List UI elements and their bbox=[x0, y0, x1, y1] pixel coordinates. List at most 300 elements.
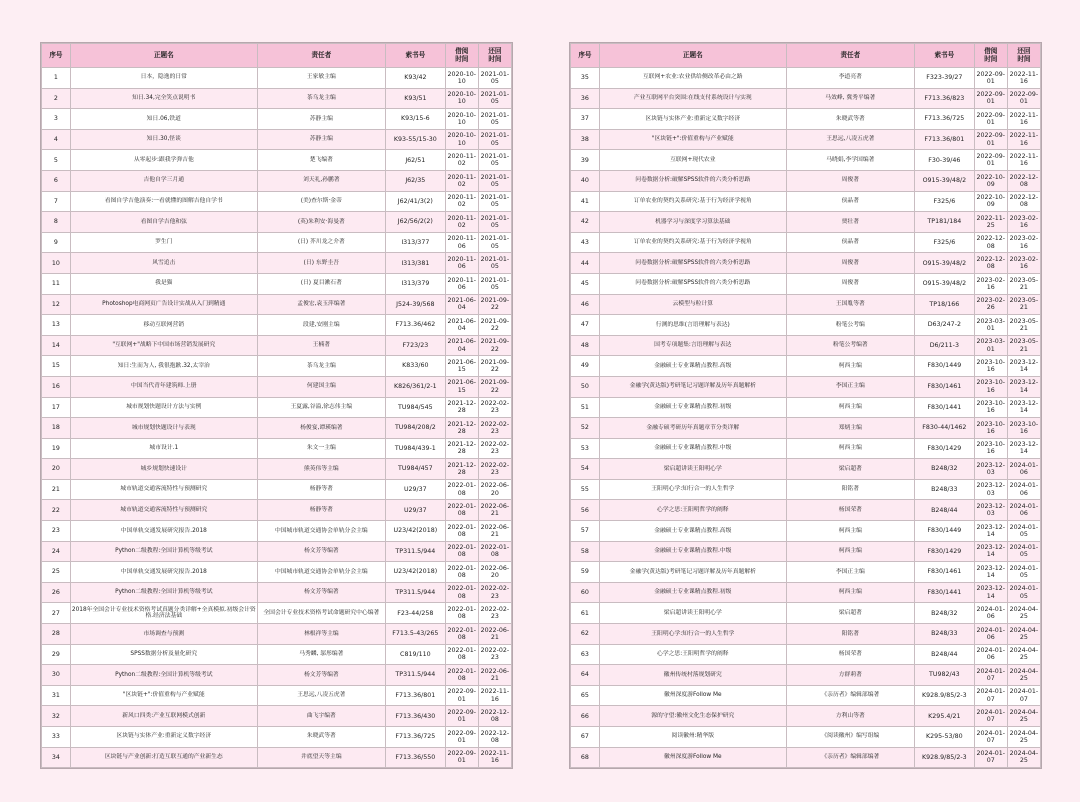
cell-author: 茶乌龙主编 bbox=[257, 356, 385, 377]
cell-author: 柯西主编 bbox=[786, 541, 914, 562]
header-return-date: 还回 时间 bbox=[478, 44, 511, 68]
cell-call-number: K93/51 bbox=[385, 88, 445, 109]
cell-title: 云模型与粒计算 bbox=[599, 294, 786, 315]
cell-call-number: F323-39/27 bbox=[914, 68, 974, 89]
cell-borrow-date: 2023-10-16 bbox=[974, 418, 1007, 439]
cell-call-number: K826/361/2-1 bbox=[385, 376, 445, 397]
cell-author: 杨文芳等编著 bbox=[257, 541, 385, 562]
cell-title: 我是猫 bbox=[70, 273, 257, 294]
cell-return-date: 2021-09-22 bbox=[478, 294, 511, 315]
table-row bbox=[571, 479, 1041, 500]
cell-title: 吉他自学三月通 bbox=[70, 170, 257, 191]
cell-borrow-date: 2020-11-02 bbox=[445, 150, 478, 171]
table-row bbox=[42, 397, 512, 418]
cell-call-number: D63/247-2 bbox=[914, 315, 974, 336]
cell-author: 杨文芳等编著 bbox=[257, 582, 385, 603]
cell-call-number: TP18/166 bbox=[914, 294, 974, 315]
cell-seq: 55 bbox=[571, 479, 600, 500]
cell-author: 阳铭著 bbox=[786, 624, 914, 645]
cell-call-number: K93/42 bbox=[385, 68, 445, 89]
cell-return-date: 2021-01-05 bbox=[478, 212, 511, 233]
cell-title: 互联网+农业:农业供给侧改革必由之路 bbox=[599, 68, 786, 89]
cell-borrow-date: 2022-12-08 bbox=[974, 253, 1007, 274]
cell-author: 《阅读徽州》编写组编 bbox=[786, 727, 914, 748]
cell-title: 徽州深度游Follow Me bbox=[599, 747, 786, 768]
cell-title: 日本，隐逸的日常 bbox=[70, 68, 257, 89]
cell-author: 马效峰, 冀秀平编著 bbox=[786, 88, 914, 109]
table-row bbox=[571, 68, 1041, 89]
cell-author: 柯西主编 bbox=[786, 521, 914, 542]
cell-title: 2018年全国会计专业技术资格考试真题分类详解+全真模拟.初级会计资格.经济法基础 bbox=[70, 603, 257, 624]
cell-call-number: F713.36/725 bbox=[385, 727, 445, 748]
cell-call-number: F713.36/550 bbox=[385, 747, 445, 768]
cell-borrow-date: 2023-12-14 bbox=[974, 562, 1007, 583]
cell-borrow-date: 2024-01-07 bbox=[974, 727, 1007, 748]
cell-call-number: K928.9/85/2-3 bbox=[914, 747, 974, 768]
cell-title: 问卷数据分析:破解SPSS软件的六类分析思路 bbox=[599, 170, 786, 191]
cell-author: 周俊著 bbox=[786, 253, 914, 274]
cell-borrow-date: 2020-11-02 bbox=[445, 212, 478, 233]
table-row bbox=[42, 88, 512, 109]
cell-seq: 33 bbox=[42, 727, 71, 748]
cell-return-date: 2022-11-16 bbox=[478, 747, 511, 768]
table-row bbox=[571, 232, 1041, 253]
cell-title: 金融学(黄达版)考研笔记习题详解及历年真题解析 bbox=[599, 376, 786, 397]
borrow-table-right bbox=[570, 43, 1041, 768]
table-row bbox=[42, 68, 512, 89]
cell-author: 杨国荣著 bbox=[786, 500, 914, 521]
header-return-date: 还回 时间 bbox=[1007, 44, 1040, 68]
cell-seq: 60 bbox=[571, 582, 600, 603]
cell-return-date: 2023-02-16 bbox=[1007, 253, 1040, 274]
cell-borrow-date: 2023-03-01 bbox=[974, 335, 1007, 356]
cell-seq: 3 bbox=[42, 109, 71, 130]
cell-call-number: U29/37 bbox=[385, 479, 445, 500]
cell-return-date: 2024-04-25 bbox=[1007, 706, 1040, 727]
cell-author: 周俊著 bbox=[786, 170, 914, 191]
cell-return-date: 2021-01-05 bbox=[478, 150, 511, 171]
cell-title: 金融硕士专业课精点教程.高级 bbox=[599, 521, 786, 542]
cell-title: 新风口四类:产业互联网模式创新 bbox=[70, 706, 257, 727]
cell-borrow-date: 2023-12-03 bbox=[974, 500, 1007, 521]
cell-seq: 13 bbox=[42, 315, 71, 336]
cell-seq: 5 bbox=[42, 150, 71, 171]
table-row bbox=[42, 541, 512, 562]
cell-seq: 66 bbox=[571, 706, 600, 727]
cell-borrow-date: 2022-11-25 bbox=[974, 212, 1007, 233]
cell-call-number: B248/44 bbox=[914, 644, 974, 665]
cell-author: 王楠著 bbox=[257, 335, 385, 356]
cell-title: 徽州深度游Follow Me bbox=[599, 685, 786, 706]
header-call-number: 索书号 bbox=[385, 44, 445, 68]
cell-seq: 36 bbox=[571, 88, 600, 109]
table-row bbox=[571, 356, 1041, 377]
header-seq: 序号 bbox=[571, 44, 600, 68]
cell-title: 中国单轨交通发展研究报告.2018 bbox=[70, 521, 257, 542]
cell-seq: 52 bbox=[571, 418, 600, 439]
cell-borrow-date: 2020-10-10 bbox=[445, 68, 478, 89]
cell-seq: 51 bbox=[571, 397, 600, 418]
cell-title: 国考专项题集:言语理解与表达 bbox=[599, 335, 786, 356]
cell-title: 知日:生而为人, 我很抱歉.32,太宰治 bbox=[70, 356, 257, 377]
table-row bbox=[42, 129, 512, 150]
cell-title: 中国当代青年建筑师.上册 bbox=[70, 376, 257, 397]
cell-call-number: TP181/184 bbox=[914, 212, 974, 233]
cell-call-number: TU984/208/2 bbox=[385, 418, 445, 439]
cell-call-number: F713.5-43/265 bbox=[385, 624, 445, 645]
cell-call-number: D6/211-3 bbox=[914, 335, 974, 356]
cell-title: 问卷数据分析:破解SPSS软件的六类分析思路 bbox=[599, 273, 786, 294]
cell-seq: 58 bbox=[571, 541, 600, 562]
header-seq: 序号 bbox=[42, 44, 71, 68]
cell-author: 熊英伟等主编 bbox=[257, 459, 385, 480]
cell-call-number: B248/44 bbox=[914, 500, 974, 521]
cell-borrow-date: 2023-12-14 bbox=[974, 521, 1007, 542]
cell-return-date: 2023-12-14 bbox=[1007, 438, 1040, 459]
cell-seq: 39 bbox=[571, 150, 600, 171]
cell-return-date: 2022-11-16 bbox=[1007, 109, 1040, 130]
cell-return-date: 2023-12-14 bbox=[1007, 356, 1040, 377]
cell-author: 何建国主编 bbox=[257, 376, 385, 397]
cell-title: "区块链+":价值重构与产业赋能 bbox=[599, 129, 786, 150]
table-row bbox=[42, 521, 512, 542]
cell-borrow-date: 2021-06-15 bbox=[445, 356, 478, 377]
cell-borrow-date: 2022-09-01 bbox=[974, 150, 1007, 171]
cell-title: 知日.30,怪谈 bbox=[70, 129, 257, 150]
cell-call-number: F830/1429 bbox=[914, 438, 974, 459]
cell-return-date: 2024-04-25 bbox=[1007, 727, 1040, 748]
cell-call-number: K295.4/21 bbox=[914, 706, 974, 727]
cell-seq: 4 bbox=[42, 129, 71, 150]
cell-return-date: 2022-02-23 bbox=[478, 418, 511, 439]
cell-return-date: 2023-12-14 bbox=[1007, 397, 1040, 418]
cell-call-number: TU982/43 bbox=[914, 665, 974, 686]
cell-author: 郑炳主编 bbox=[786, 418, 914, 439]
table-header-row bbox=[571, 44, 1041, 68]
cell-call-number: F713.36/725 bbox=[914, 109, 974, 130]
cell-seq: 38 bbox=[571, 129, 600, 150]
cell-author: 杨国荣著 bbox=[786, 644, 914, 665]
cell-author: 柯西主编 bbox=[786, 438, 914, 459]
cell-title: 产业互联网平台突围:在线支付系统设计与实现 bbox=[599, 88, 786, 109]
cell-seq: 56 bbox=[571, 500, 600, 521]
cell-return-date: 2021-01-05 bbox=[478, 88, 511, 109]
table-row bbox=[571, 603, 1041, 624]
cell-seq: 50 bbox=[571, 376, 600, 397]
cell-return-date: 2021-01-05 bbox=[478, 191, 511, 212]
cell-seq: 32 bbox=[42, 706, 71, 727]
cell-return-date: 2022-02-23 bbox=[478, 603, 511, 624]
cell-author: 柯西主编 bbox=[786, 397, 914, 418]
cell-call-number: K928.9/85/2-3 bbox=[914, 685, 974, 706]
table-row bbox=[42, 273, 512, 294]
left-page bbox=[40, 42, 513, 769]
cell-author: 孟俊宏,袁玉萍编著 bbox=[257, 294, 385, 315]
table-row bbox=[571, 438, 1041, 459]
cell-call-number: K833/60 bbox=[385, 356, 445, 377]
cell-seq: 18 bbox=[42, 418, 71, 439]
cell-call-number: B248/32 bbox=[914, 603, 974, 624]
cell-borrow-date: 2021-06-04 bbox=[445, 335, 478, 356]
cell-title: 问卷数据分析:破解SPSS软件的六类分析思路 bbox=[599, 253, 786, 274]
cell-author: 井底望天等主编 bbox=[257, 747, 385, 768]
cell-title: 风雪追击 bbox=[70, 253, 257, 274]
cell-return-date: 2022-11-16 bbox=[478, 685, 511, 706]
cell-author: 王家敏主编 bbox=[257, 68, 385, 89]
cell-call-number: K93/15-6 bbox=[385, 109, 445, 130]
cell-author: 王思远,八凌五虎著 bbox=[257, 685, 385, 706]
cell-seq: 57 bbox=[571, 521, 600, 542]
cell-return-date: 2024-01-06 bbox=[1007, 479, 1040, 500]
cell-return-date: 2024-01-06 bbox=[1007, 500, 1040, 521]
cell-borrow-date: 2023-10-16 bbox=[974, 376, 1007, 397]
cell-author: 王国胤等著 bbox=[786, 294, 914, 315]
table-row bbox=[42, 253, 512, 274]
cell-borrow-date: 2022-09-01 bbox=[974, 88, 1007, 109]
cell-borrow-date: 2022-01-08 bbox=[445, 479, 478, 500]
cell-return-date: 2022-06-21 bbox=[478, 665, 511, 686]
cell-seq: 61 bbox=[571, 603, 600, 624]
cell-call-number: U29/37 bbox=[385, 500, 445, 521]
cell-author: 茶乌龙主编 bbox=[257, 88, 385, 109]
cell-return-date: 2024-04-25 bbox=[1007, 644, 1040, 665]
cell-call-number: F325/6 bbox=[914, 232, 974, 253]
cell-title: 王阳明心学:知行合一的人生哲学 bbox=[599, 479, 786, 500]
cell-call-number: TP311.5/944 bbox=[385, 582, 445, 603]
table-row bbox=[42, 438, 512, 459]
cell-return-date: 2021-01-05 bbox=[478, 129, 511, 150]
table-row bbox=[571, 253, 1041, 274]
cell-borrow-date: 2023-10-16 bbox=[974, 356, 1007, 377]
cell-author: 方群莉著 bbox=[786, 665, 914, 686]
cell-borrow-date: 2022-01-08 bbox=[445, 562, 478, 583]
cell-call-number: F713.36/801 bbox=[385, 685, 445, 706]
cell-seq: 64 bbox=[571, 665, 600, 686]
cell-borrow-date: 2023-10-16 bbox=[974, 397, 1007, 418]
cell-seq: 47 bbox=[571, 315, 600, 336]
cell-borrow-date: 2024-01-06 bbox=[974, 644, 1007, 665]
cell-call-number: I313/381 bbox=[385, 253, 445, 274]
cell-seq: 15 bbox=[42, 356, 71, 377]
table-row bbox=[42, 747, 512, 768]
cell-return-date: 2021-09-22 bbox=[478, 335, 511, 356]
cell-seq: 31 bbox=[42, 685, 71, 706]
cell-seq: 8 bbox=[42, 212, 71, 233]
cell-return-date: 2021-09-22 bbox=[478, 376, 511, 397]
cell-call-number: K295-53/80 bbox=[914, 727, 974, 748]
cell-borrow-date: 2024-01-07 bbox=[974, 706, 1007, 727]
cell-seq: 29 bbox=[42, 644, 71, 665]
cell-borrow-date: 2021-06-15 bbox=[445, 376, 478, 397]
cell-author: 李道亮著 bbox=[786, 68, 914, 89]
cell-seq: 12 bbox=[42, 294, 71, 315]
cell-title: 源的守望:徽州文化生态保护研究 bbox=[599, 706, 786, 727]
cell-seq: 68 bbox=[571, 747, 600, 768]
table-row bbox=[571, 521, 1041, 542]
table-row bbox=[571, 273, 1041, 294]
cell-title: 金融学(黄达版)考研笔记习题详解及历年真题解析 bbox=[599, 562, 786, 583]
table-row bbox=[42, 191, 512, 212]
cell-author: 阳铭著 bbox=[786, 479, 914, 500]
cell-borrow-date: 2022-01-08 bbox=[445, 541, 478, 562]
table-row bbox=[571, 500, 1041, 521]
cell-borrow-date: 2023-10-16 bbox=[974, 438, 1007, 459]
cell-title: Python二级教程:全国计算机等级考试 bbox=[70, 665, 257, 686]
cell-borrow-date: 2021-06-04 bbox=[445, 294, 478, 315]
cell-author: 梁启超著 bbox=[786, 603, 914, 624]
cell-title: 城市规划快题设计方法与实例 bbox=[70, 397, 257, 418]
cell-seq: 23 bbox=[42, 521, 71, 542]
cell-seq: 30 bbox=[42, 665, 71, 686]
cell-borrow-date: 2024-01-06 bbox=[974, 603, 1007, 624]
cell-author: 王思远,八凌五虎著 bbox=[786, 129, 914, 150]
cell-title: "区块链+":价值重构与产业赋能 bbox=[70, 685, 257, 706]
cell-author: 段建,安刚主编 bbox=[257, 315, 385, 336]
cell-title: 心学之思:王阳明哲学的阐释 bbox=[599, 500, 786, 521]
cell-seq: 25 bbox=[42, 562, 71, 583]
cell-return-date: 2022-02-23 bbox=[478, 459, 511, 480]
cell-seq: 37 bbox=[571, 109, 600, 130]
table-row bbox=[571, 88, 1041, 109]
cell-return-date: 2022-02-23 bbox=[478, 438, 511, 459]
cell-return-date: 2024-01-07 bbox=[1007, 685, 1040, 706]
table-row bbox=[42, 665, 512, 686]
cell-call-number: U23/42(2018) bbox=[385, 562, 445, 583]
cell-author: 林根祥等主编 bbox=[257, 624, 385, 645]
cell-seq: 14 bbox=[42, 335, 71, 356]
table-row bbox=[42, 232, 512, 253]
cell-title: "互联网+"战略下中国市场营销发展研究 bbox=[70, 335, 257, 356]
cell-call-number: F23-44/258 bbox=[385, 603, 445, 624]
table-row bbox=[571, 706, 1041, 727]
cell-title: Python二级教程:全国计算机等级考试 bbox=[70, 582, 257, 603]
table-row bbox=[42, 603, 512, 624]
cell-borrow-date: 2022-01-08 bbox=[445, 603, 478, 624]
cell-title: 互联网+现代农业 bbox=[599, 150, 786, 171]
cell-seq: 62 bbox=[571, 624, 600, 645]
cell-author: 朱文一主编 bbox=[257, 438, 385, 459]
borrow-table-left bbox=[41, 43, 512, 768]
cell-borrow-date: 2023-12-03 bbox=[974, 459, 1007, 480]
cell-borrow-date: 2022-09-01 bbox=[445, 706, 478, 727]
cell-return-date: 2022-11-16 bbox=[1007, 68, 1040, 89]
cell-return-date: 2022-06-21 bbox=[478, 521, 511, 542]
cell-return-date: 2023-05-21 bbox=[1007, 273, 1040, 294]
cell-borrow-date: 2021-12-28 bbox=[445, 438, 478, 459]
table-row bbox=[571, 459, 1041, 480]
cell-author: (日) 芥川龙之介著 bbox=[257, 232, 385, 253]
table-row bbox=[571, 150, 1041, 171]
cell-call-number: TU984/457 bbox=[385, 459, 445, 480]
cell-seq: 40 bbox=[571, 170, 600, 191]
cell-return-date: 2022-12-08 bbox=[478, 727, 511, 748]
cell-return-date: 2023-02-16 bbox=[1007, 232, 1040, 253]
cell-call-number: O915-39/48/2 bbox=[914, 170, 974, 191]
cell-borrow-date: 2020-11-06 bbox=[445, 253, 478, 274]
cell-author: 柯西主编 bbox=[786, 582, 914, 603]
table-row bbox=[42, 644, 512, 665]
cell-borrow-date: 2020-11-06 bbox=[445, 232, 478, 253]
cell-title: 城市设计.1 bbox=[70, 438, 257, 459]
cell-return-date: 2024-04-25 bbox=[1007, 603, 1040, 624]
cell-call-number: F713.36/823 bbox=[914, 88, 974, 109]
cell-borrow-date: 2022-12-08 bbox=[974, 232, 1007, 253]
cell-title: 看图自学吉他和弦 bbox=[70, 212, 257, 233]
cell-title: 城市轨道交通客流特性与预测研究 bbox=[70, 479, 257, 500]
cell-call-number: F723/23 bbox=[385, 335, 445, 356]
cell-author: 粉笔公考编 bbox=[786, 315, 914, 336]
cell-seq: 42 bbox=[571, 212, 600, 233]
cell-return-date: 2022-06-20 bbox=[478, 562, 511, 583]
cell-call-number: TP311.5/944 bbox=[385, 541, 445, 562]
cell-call-number: B248/33 bbox=[914, 624, 974, 645]
cell-call-number: O915-39/48/2 bbox=[914, 273, 974, 294]
table-row bbox=[42, 459, 512, 480]
cell-borrow-date: 2021-12-28 bbox=[445, 418, 478, 439]
cell-author: 贾壮著 bbox=[786, 212, 914, 233]
cell-author: 李国正主编 bbox=[786, 376, 914, 397]
cell-borrow-date: 2020-10-10 bbox=[445, 88, 478, 109]
cell-borrow-date: 2023-02-16 bbox=[974, 273, 1007, 294]
cell-return-date: 2022-06-21 bbox=[478, 500, 511, 521]
cell-borrow-date: 2020-10-10 bbox=[445, 109, 478, 130]
cell-return-date: 2024-04-25 bbox=[1007, 747, 1040, 768]
cell-author: 李国正主编 bbox=[786, 562, 914, 583]
table-row bbox=[42, 315, 512, 336]
cell-seq: 10 bbox=[42, 253, 71, 274]
cell-seq: 67 bbox=[571, 727, 600, 748]
cell-return-date: 2024-01-05 bbox=[1007, 582, 1040, 603]
cell-borrow-date: 2022-01-08 bbox=[445, 665, 478, 686]
cell-seq: 43 bbox=[571, 232, 600, 253]
table-row bbox=[571, 376, 1041, 397]
table-row bbox=[571, 582, 1041, 603]
cell-title: 中国单轨交通发展研究报告.2018 bbox=[70, 562, 257, 583]
cell-borrow-date: 2021-12-28 bbox=[445, 459, 478, 480]
cell-return-date: 2024-01-05 bbox=[1007, 521, 1040, 542]
header-call-number: 索书号 bbox=[914, 44, 974, 68]
cell-author: (美)查尔斯·金蒂 bbox=[257, 191, 385, 212]
cell-author: 马秀麟, 邬彤编著 bbox=[257, 644, 385, 665]
cell-title: 城市规划快题设计与表现 bbox=[70, 418, 257, 439]
cell-author: 《亲历者》编辑部编著 bbox=[786, 685, 914, 706]
header-borrow-date: 借阅 时间 bbox=[974, 44, 1007, 68]
header-borrow-date: 借阅 时间 bbox=[445, 44, 478, 68]
cell-seq: 34 bbox=[42, 747, 71, 768]
cell-author: 马晓娟,李学国编著 bbox=[786, 150, 914, 171]
cell-title: 金融硕士专业课精点教程.中级 bbox=[599, 541, 786, 562]
table-row bbox=[42, 150, 512, 171]
table-row bbox=[42, 727, 512, 748]
table-row bbox=[42, 582, 512, 603]
cell-author: 侯晶著 bbox=[786, 232, 914, 253]
cell-return-date: 2023-10-16 bbox=[1007, 418, 1040, 439]
cell-title: 徽州传统村落规划研究 bbox=[599, 665, 786, 686]
cell-return-date: 2021-09-22 bbox=[478, 315, 511, 336]
table-row bbox=[42, 500, 512, 521]
cell-call-number: F830/1449 bbox=[914, 521, 974, 542]
cell-borrow-date: 2020-11-02 bbox=[445, 170, 478, 191]
cell-return-date: 2022-11-16 bbox=[1007, 129, 1040, 150]
cell-seq: 54 bbox=[571, 459, 600, 480]
table-row bbox=[571, 170, 1041, 191]
cell-borrow-date: 2021-06-04 bbox=[445, 315, 478, 336]
cell-seq: 48 bbox=[571, 335, 600, 356]
cell-seq: 41 bbox=[571, 191, 600, 212]
cell-title: 行测的思维(言语理解与表达) bbox=[599, 315, 786, 336]
cell-borrow-date: 2022-09-01 bbox=[974, 109, 1007, 130]
table-row bbox=[571, 644, 1041, 665]
